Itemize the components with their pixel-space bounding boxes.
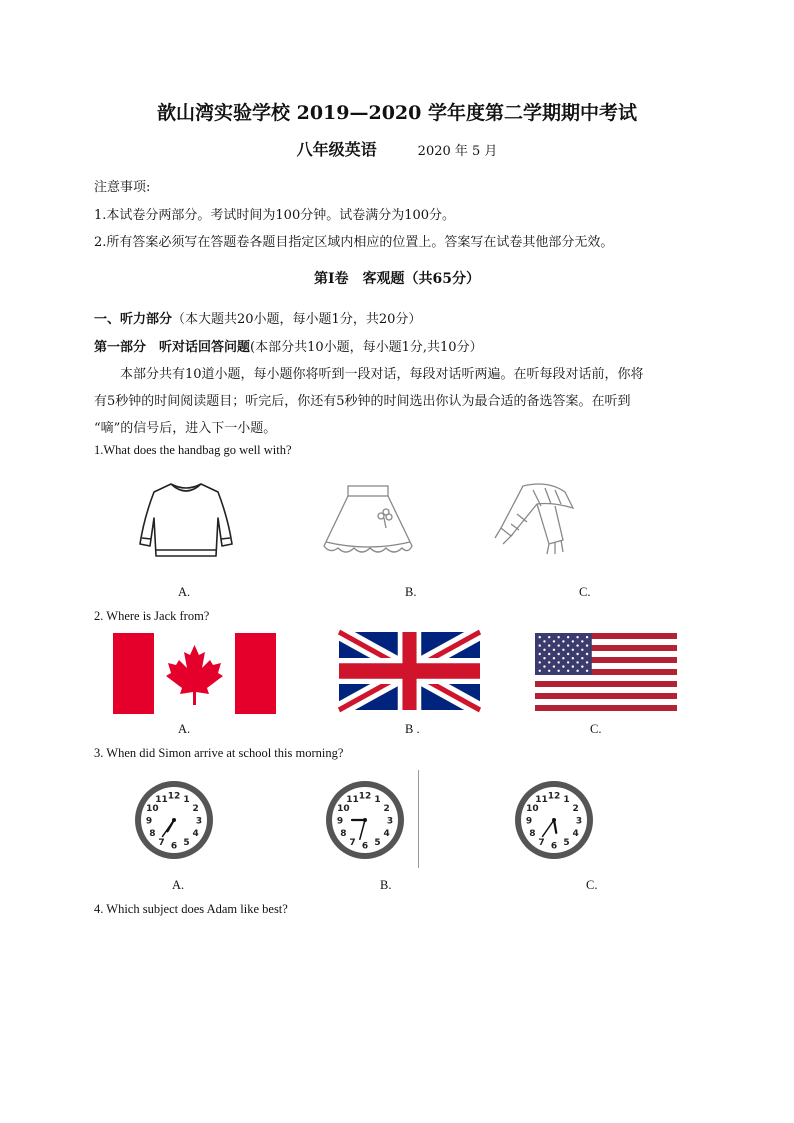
svg-text:10: 10 xyxy=(146,804,159,814)
divider xyxy=(418,770,419,868)
svg-text:12: 12 xyxy=(358,791,372,802)
svg-text:2: 2 xyxy=(192,804,199,814)
question-2: 2. Where is Jack from? xyxy=(94,609,210,623)
clock-icon xyxy=(513,778,595,862)
svg-text:5: 5 xyxy=(183,838,190,849)
svg-text:12: 12 xyxy=(167,791,181,802)
svg-text:9: 9 xyxy=(336,816,344,827)
svg-text:4: 4 xyxy=(192,829,199,839)
svg-text:7: 7 xyxy=(158,838,165,849)
question-4: 4. Which subject does Adam like best? xyxy=(94,902,288,916)
svg-text:1: 1 xyxy=(183,794,190,805)
sub1-line xyxy=(94,336,483,355)
instruction-line-3: “嘀”的信号后，进入下一小题。 xyxy=(94,421,277,436)
svg-text:12: 12 xyxy=(547,791,561,802)
svg-text:6: 6 xyxy=(170,841,178,852)
svg-text:7: 7 xyxy=(538,838,545,849)
svg-text:4: 4 xyxy=(383,829,390,839)
q2-option-a[interactable]: A. xyxy=(178,722,191,736)
svg-text:5: 5 xyxy=(563,838,570,849)
q3-option-a[interactable]: A. xyxy=(172,878,185,892)
part1-line xyxy=(94,308,421,327)
scarf-icon xyxy=(493,478,583,568)
svg-text:6: 6 xyxy=(550,841,558,852)
svg-text:2: 2 xyxy=(572,804,579,814)
svg-text:3: 3 xyxy=(575,816,583,827)
sweater-icon xyxy=(136,478,236,566)
svg-text:6: 6 xyxy=(361,841,369,852)
notes-item-1: 1.本试卷分两部分。考试时间为100分钟。试卷满分为100分。 xyxy=(94,208,456,223)
svg-text:8: 8 xyxy=(340,829,347,839)
svg-text:1: 1 xyxy=(374,794,381,805)
q3-option-b[interactable]: B. xyxy=(380,878,392,892)
svg-text:11: 11 xyxy=(346,794,359,805)
q2-option-c[interactable]: C. xyxy=(590,722,602,736)
exam-date: 2020 年 5 月 xyxy=(417,144,498,159)
question-1: 1.What does the handbag go well with? xyxy=(94,443,292,457)
notes-heading: 注意事项: xyxy=(94,180,151,195)
svg-text:7: 7 xyxy=(349,838,356,849)
svg-text:5: 5 xyxy=(374,838,381,849)
svg-text:11: 11 xyxy=(155,794,168,805)
question-3: 3. When did Simon arrive at school this morning? xyxy=(94,746,344,760)
exam-subtitle xyxy=(0,137,794,160)
section-title: 第Ⅰ卷 客观题（共65分） xyxy=(313,271,481,287)
q2-option-b[interactable]: B . xyxy=(405,722,420,736)
svg-text:3: 3 xyxy=(386,816,394,827)
uk-flag-icon xyxy=(339,632,480,710)
part1-heading: 一、听力部分 xyxy=(94,312,173,327)
svg-text:4: 4 xyxy=(572,829,579,839)
q1-option-a[interactable]: A. xyxy=(178,585,191,599)
sub1-desc: (本部分共10小题，每小题1分,共10分） xyxy=(250,340,483,355)
notes-item-2: 2.所有答案必须写在答题卷各题目指定区域内相应的位置上。答案写在试卷其他部分无效。 xyxy=(94,235,614,250)
q3-option-c[interactable]: C. xyxy=(586,878,598,892)
exam-title: 歆山湾实验学校 2019—2020 学年度第二学期期中考试 xyxy=(157,102,637,124)
canada-flag-icon xyxy=(113,633,276,714)
subject-label: 八年级英语 xyxy=(296,140,377,159)
svg-text:9: 9 xyxy=(525,816,533,827)
svg-text:10: 10 xyxy=(337,804,350,814)
svg-text:10: 10 xyxy=(526,804,539,814)
clock-icon xyxy=(133,778,215,862)
svg-text:8: 8 xyxy=(529,829,536,839)
part1-desc: （本大题共20小题，每小题1分，共20分） xyxy=(172,312,422,327)
svg-text:2: 2 xyxy=(383,804,390,814)
q1-option-b[interactable]: B. xyxy=(405,585,417,599)
svg-text:9: 9 xyxy=(145,816,153,827)
skirt-icon xyxy=(318,482,418,568)
q1-option-c[interactable]: C. xyxy=(579,585,591,599)
usa-flag-icon xyxy=(535,633,677,711)
instruction-line-1: 本部分共有10道小题，每小题你将听到一段对话，每段对话听两遍。在听每段对话前，你将 xyxy=(120,367,644,382)
svg-text:8: 8 xyxy=(149,829,156,839)
clock-icon xyxy=(324,778,406,862)
svg-text:11: 11 xyxy=(535,794,548,805)
svg-text:1: 1 xyxy=(563,794,570,805)
instruction-line-2: 有5秒钟的时间阅读题目；听完后，你还有5秒钟的时间选出你认为最合适的备选答案。在听到 xyxy=(94,394,631,409)
sub1-heading: 第一部分 听对话回答问题 xyxy=(94,340,251,355)
svg-text:3: 3 xyxy=(195,816,203,827)
